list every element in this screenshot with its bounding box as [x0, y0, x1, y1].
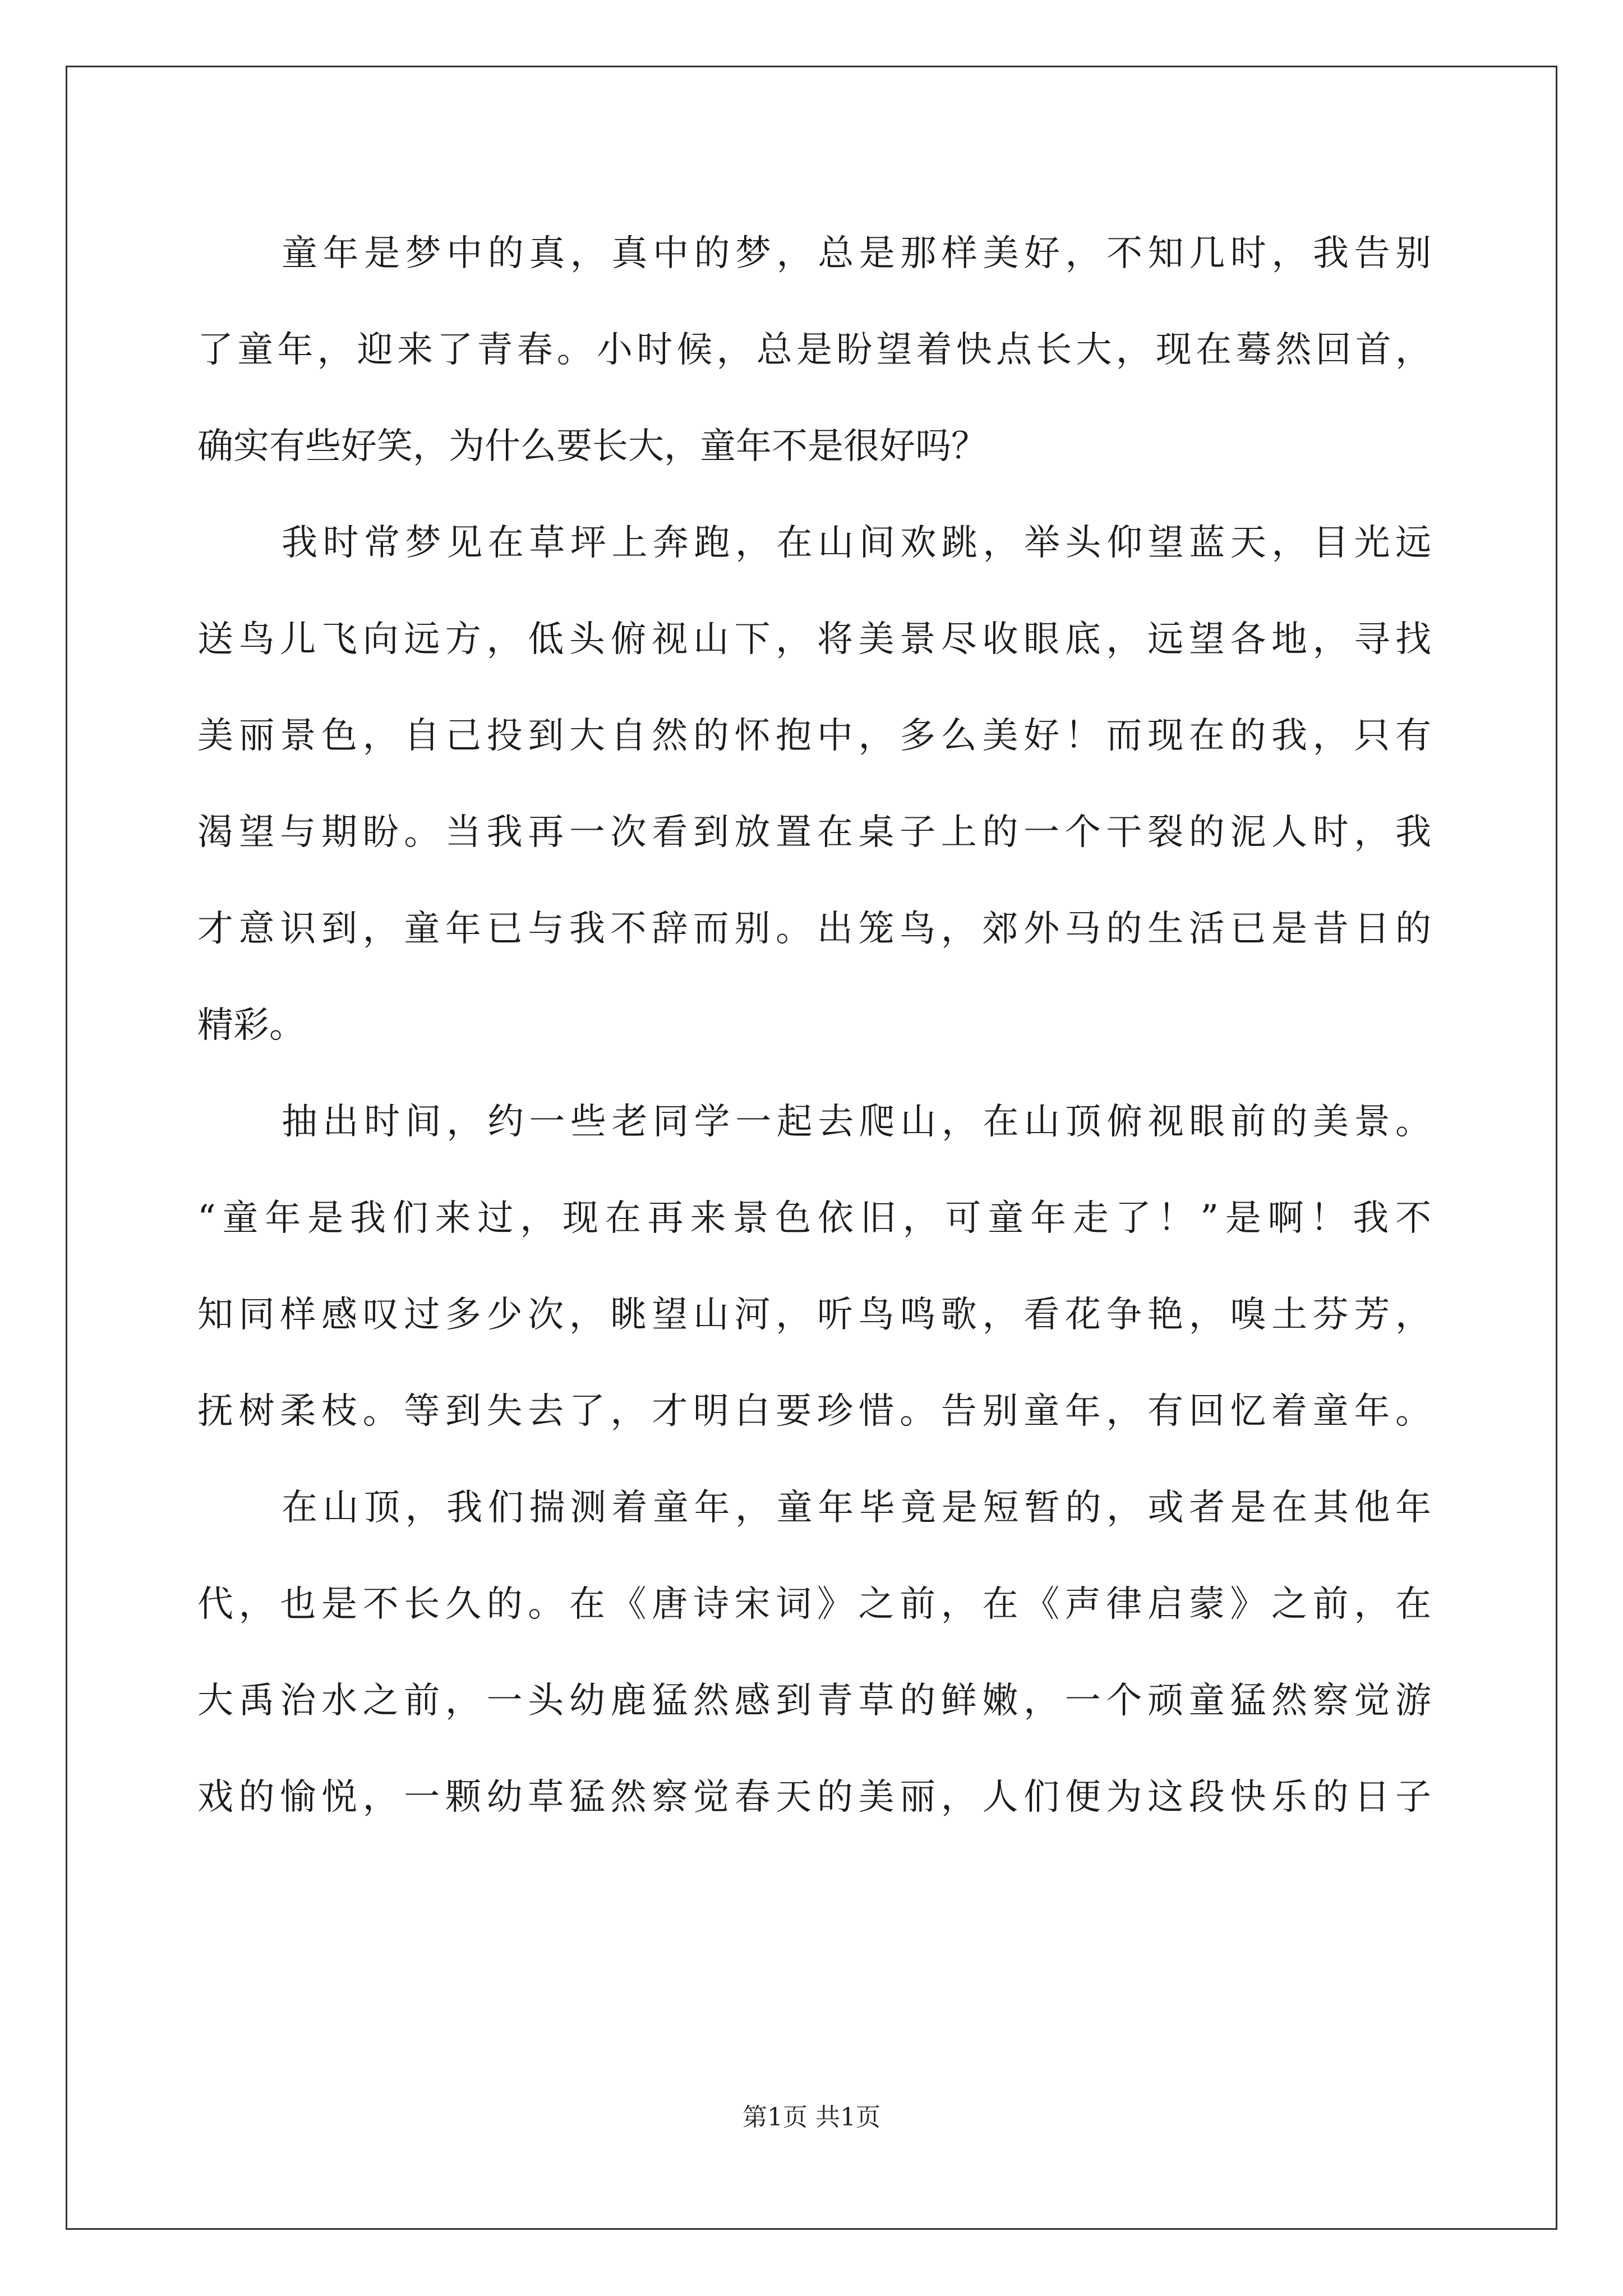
paragraph-1-line-1: 童年是梦中的真，真中的梦，总是那样美好，不知几时，我告别 — [282, 233, 1431, 274]
paragraph-3-line-4: 抚树柔枝。等到失去了，才明白要珍惜。告别童年，有回忆着童年。 — [197, 1391, 1431, 1432]
paragraph-3-line-2: “童年是我们来过，现在再来景色依旧，可童年走了！”是啊！我不 — [197, 1198, 1431, 1239]
paragraph-2-line-1: 我时常梦见在草坪上奔跑，在山间欢跳，举头仰望蓝天，目光远 — [282, 522, 1431, 564]
paragraph-2-line-3: 美丽景色，自己投到大自然的怀抱中，多么美好！而现在的我，只有 — [197, 715, 1431, 757]
paragraph-2-line-6: 精彩。 — [197, 1005, 305, 1046]
paragraph-3-line-3: 知同样感叹过多少次，眺望山河，听鸟鸣歌，看花争艳，嗅土芬芳， — [197, 1294, 1431, 1336]
paragraph-3-line-1: 抽出时间，约一些老同学一起去爬山，在山顶俯视眼前的美景。 — [282, 1101, 1431, 1143]
paragraph-2-line-2: 送鸟儿飞向远方，低头俯视山下，将美景尽收眼底，远望各地，寻找 — [197, 619, 1431, 660]
page-number-footer: 第1页 共1页 — [743, 2103, 880, 2132]
paragraph-2-line-4: 渴望与期盼。当我再一次看到放置在桌子上的一个干裂的泥人时，我 — [197, 812, 1431, 853]
paragraph-4-line-3: 大禹治水之前，一头幼鹿猛然感到青草的鲜嫩，一个顽童猛然察觉游 — [197, 1680, 1431, 1722]
paragraph-1-line-3: 确实有些好笑，为什么要长大，童年不是很好吗？ — [197, 426, 987, 467]
paragraph-2-line-5: 才意识到，童年已与我不辞而别。出笼鸟，郊外马的生活已是昔日的 — [197, 908, 1431, 950]
paragraph-4-line-4: 戏的愉悦，一颗幼草猛然察觉春天的美丽，人们便为这段快乐的日子 — [197, 1777, 1431, 1818]
paragraph-4-line-1: 在山顶，我们揣测着童年，童年毕竟是短暂的，或者是在其他年 — [282, 1487, 1431, 1529]
paragraph-1-line-2: 了童年，迎来了青春。小时候，总是盼望着快点长大，现在蓦然回首， — [197, 329, 1431, 371]
paragraph-4-line-2: 代，也是不长久的。在《唐诗宋词》之前，在《声律启蒙》之前，在 — [197, 1584, 1431, 1625]
document-body — [197, 220, 1431, 1860]
